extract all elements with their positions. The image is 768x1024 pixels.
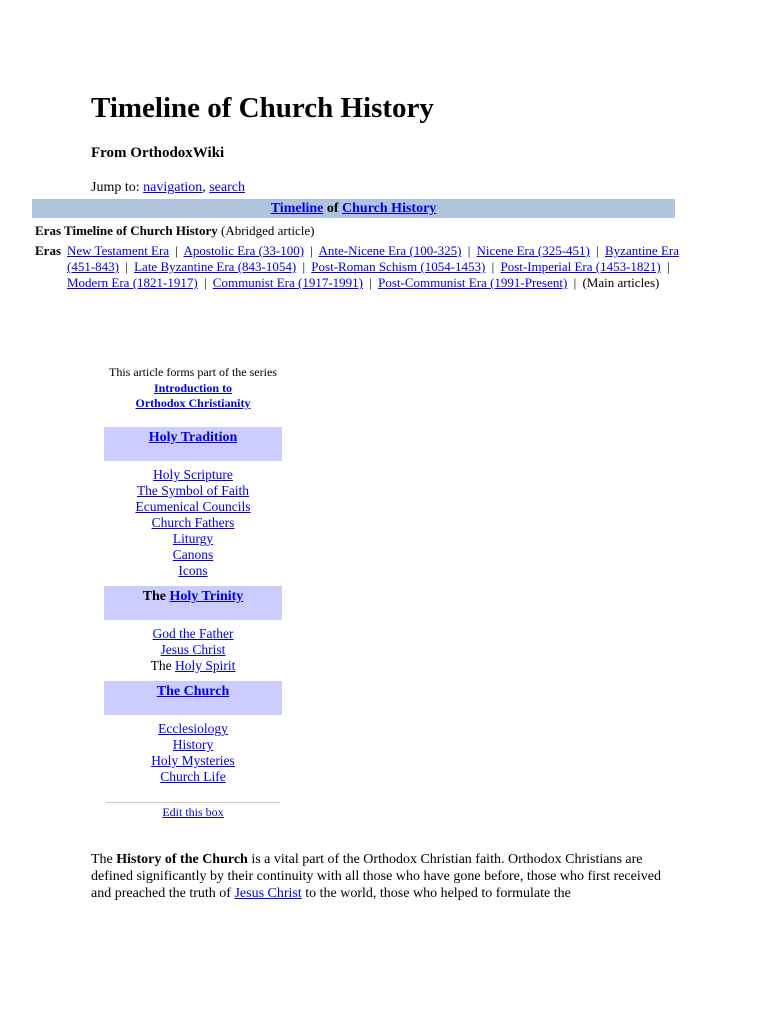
sidebar-item-link[interactable]: Holy Spirit (174, 657, 236, 673)
sidebar-list-item (104, 563, 282, 579)
sidebar-list-item (104, 547, 282, 563)
jesus-christ-link[interactable]: Jesus Christ (234, 886, 302, 901)
sidebar-item-link[interactable]: Holy Mysteries (151, 752, 235, 768)
sidebar-list-item (104, 515, 282, 531)
era-link[interactable]: Post-Roman Schism (1054-1453) (311, 259, 486, 274)
sidebar-item-link[interactable]: Icons (178, 562, 208, 578)
section-header-link[interactable]: Holy Trinity (169, 588, 244, 604)
eras-label: Eras (35, 243, 61, 258)
series-link-line2[interactable]: Orthodox Christianity (135, 396, 251, 411)
para-bold-term: History of the Church (116, 852, 248, 867)
era-link[interactable]: Modern Era (1821-1917) (67, 275, 198, 290)
series-link-line1[interactable]: Introduction to (153, 380, 233, 395)
sidebar-section-list (104, 461, 282, 586)
era-separator: | (667, 259, 670, 274)
intro-paragraph (91, 851, 681, 902)
jump-search-link[interactable]: search (209, 180, 245, 195)
era-link[interactable]: Communist Era (1917-1991) (212, 275, 364, 290)
sidebar-list-item (104, 753, 282, 769)
edit-box-row (104, 804, 282, 820)
era-separator: | (596, 243, 599, 258)
page-title: Timeline of Church History (91, 92, 434, 124)
sidebar-item-link[interactable]: God the Father (152, 625, 234, 641)
timeline-of-text: of (326, 201, 339, 216)
era-separator: | (467, 243, 471, 258)
era-separator: | (125, 259, 128, 274)
series-sidebar-box (104, 365, 282, 820)
sidebar-item-link[interactable]: Church Fathers (151, 514, 235, 530)
sidebar-section-header (104, 427, 282, 461)
sidebar-item-link[interactable]: Jesus Christ (160, 641, 226, 657)
item-prefix: The (150, 657, 172, 673)
eras-title-bold: Eras Timeline of Church History (35, 223, 218, 238)
jump-navigation-link[interactable]: navigation (143, 180, 203, 195)
sidebar-item-link[interactable]: Ecclesiology (158, 720, 228, 736)
era-link[interactable]: Byzantine Era (451-843) (67, 243, 679, 274)
page-subtitle: From OrthodoxWiki (91, 145, 225, 161)
era-link[interactable]: Nicene Era (325-451) (476, 243, 590, 258)
era-link[interactable]: Late Byzantine Era (843-1054) (134, 259, 297, 274)
sidebar-list-item (104, 642, 282, 658)
timeline-header-bar (32, 199, 675, 218)
para-text-2: is a vital part of the Orthodox Christian faith. Orthodox Christians are defined significantly by their continuity with all those who have gone before, those who first received and preached the truth of (91, 852, 661, 901)
sidebar-sections (104, 427, 282, 792)
eras-footer: (Main articles) (582, 275, 660, 290)
jump-to-label: Jump to: (91, 180, 140, 195)
series-intro (104, 365, 282, 412)
series-intro-text: This article forms part of the series (109, 365, 277, 379)
sidebar-list-item (104, 626, 282, 642)
eras-title-note: (Abridged article) (220, 223, 315, 238)
era-link[interactable]: Ante-Nicene Era (100-325) (318, 243, 462, 258)
era-separator: | (573, 275, 577, 290)
sidebar-section-header (104, 586, 282, 620)
sidebar-list-item (104, 737, 282, 753)
sidebar-item-link[interactable]: Canons (172, 546, 214, 562)
sidebar-list-item (104, 531, 282, 547)
eras-list (67, 243, 679, 291)
jump-to-line: Jump to: navigation, search (91, 180, 245, 195)
sidebar-list-item (104, 499, 282, 515)
para-text-3: to the world, those who helped to formulate the (305, 886, 571, 901)
para-text-1: The (91, 852, 113, 867)
era-link[interactable]: Post-Imperial Era (1453-1821) (500, 259, 661, 274)
era-separator: | (302, 259, 306, 274)
timeline-link[interactable]: Timeline (270, 201, 324, 216)
era-link[interactable]: Apostolic Era (33-100) (183, 243, 305, 258)
sidebar-divider (106, 802, 280, 803)
sidebar-list-item (104, 467, 282, 483)
era-separator: | (491, 259, 495, 274)
sidebar-list-item (104, 658, 282, 674)
sidebar-item-link[interactable]: Ecumenical Councils (135, 498, 251, 514)
church-history-link[interactable]: Church History (342, 201, 437, 216)
era-separator: | (369, 275, 372, 290)
sidebar-item-link[interactable]: Liturgy (172, 530, 214, 546)
sidebar-list-item (104, 769, 282, 785)
sidebar-item-link[interactable]: The Symbol of Faith (136, 482, 250, 498)
edit-this-box-link[interactable]: Edit this box (162, 804, 224, 819)
eras-timeline-title (35, 222, 314, 239)
era-separator: | (175, 243, 178, 258)
era-separator: | (310, 243, 313, 258)
era-link[interactable]: New Testament Era (67, 243, 170, 258)
section-header-prefix: The (142, 588, 167, 604)
sidebar-section-header (104, 681, 282, 715)
sidebar-list-item (104, 483, 282, 499)
section-header-link[interactable]: Holy Tradition (148, 429, 238, 445)
section-header-link[interactable]: The Church (156, 683, 230, 699)
sidebar-section-list (104, 620, 282, 681)
sidebar-item-link[interactable]: Holy Scripture (153, 466, 233, 482)
era-separator: | (203, 275, 207, 290)
sidebar-list-item (104, 721, 282, 737)
sidebar-item-link[interactable]: Church Life (160, 768, 226, 784)
era-link[interactable]: Post-Communist Era (1991-Present) (378, 275, 568, 290)
sidebar-item-link[interactable]: History (172, 736, 214, 752)
sidebar-section-list (104, 715, 282, 792)
